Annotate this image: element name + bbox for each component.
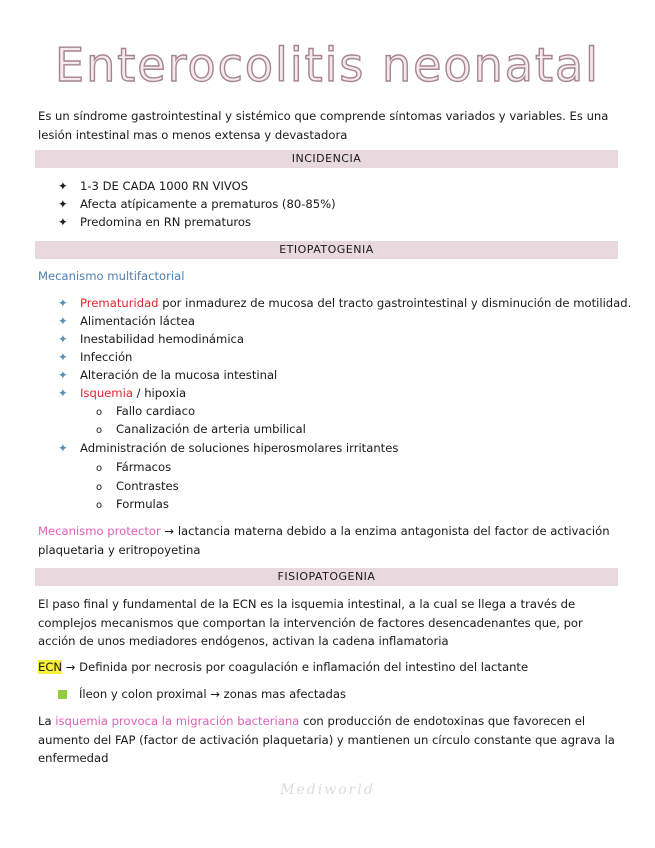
star-bullet-icon: ✦ bbox=[58, 296, 68, 310]
list-item: ✦ Alimentación láctea bbox=[58, 314, 196, 328]
sub-list-item: o Canalización de arteria umbilical bbox=[96, 420, 306, 440]
section-header-etiopatogenia: ETIOPATOGENIA bbox=[35, 241, 618, 259]
star-bullet-icon: ✦ bbox=[58, 332, 68, 346]
watermark: Mediworld bbox=[280, 782, 375, 798]
circle-bullet-icon: o bbox=[96, 482, 103, 493]
list-item: ✦ Afecta atípicamente a prematuros (80-85%) bbox=[58, 197, 336, 211]
star-bullet-icon: ✦ bbox=[58, 350, 68, 364]
star-bullet-icon: ✦ bbox=[58, 179, 68, 193]
sub-list-item: o Formulas bbox=[96, 495, 169, 515]
subheading-mecanismo: Mecanismo multifactorial bbox=[38, 269, 185, 283]
star-bullet-icon: ✦ bbox=[58, 386, 68, 400]
sub-list-item: o Fármacos bbox=[96, 458, 171, 478]
list-item: ✦ Administración de soluciones hiperosmolares irritantes bbox=[58, 441, 399, 455]
square-bullet-icon bbox=[58, 690, 67, 699]
star-bullet-icon: ✦ bbox=[58, 441, 68, 455]
list-item: ✦ Prematuridad por inmadurez de mucosa del tracto gastrointestinal y disminución de motilidad. bbox=[58, 296, 632, 310]
list-item: ✦ Infección bbox=[58, 350, 133, 364]
list-item: Íleon y colon proximal → zonas mas afectadas bbox=[58, 685, 346, 703]
list-item: ✦ Isquemia / hipoxia bbox=[58, 386, 187, 400]
star-bullet-icon: ✦ bbox=[58, 197, 68, 211]
circle-bullet-icon: o bbox=[96, 407, 103, 418]
final-paragraph: La isquemia provoca la migración bacteriana con producción de endotoxinas que favorecen el aumento del FAP (factor de activación plaquetaria) y mantienen un círculo constante que agrava la enfermedad bbox=[38, 714, 615, 765]
section-header-incidencia: INCIDENCIA bbox=[35, 150, 618, 168]
circle-bullet-icon: o bbox=[96, 500, 103, 511]
star-bullet-icon: ✦ bbox=[58, 314, 68, 328]
list-item: ✦ Predomina en RN prematuros bbox=[58, 215, 252, 229]
section-header-fisiopatogenia: FISIOPATOGENIA bbox=[35, 568, 618, 586]
sub-list-item: o Fallo cardiaco bbox=[96, 402, 195, 422]
list-item: ✦ Alteración de la mucosa intestinal bbox=[58, 368, 278, 382]
fisiopatogenia-paragraph: El paso final y fundamental de la ECN es la isquemia intestinal, a la cual se llega a través de complejos mecanismos que comportan la intervención de factores desencadenantes que, por acción de unos mediadores endógenos, activan la cadena inflamatoria bbox=[38, 597, 583, 648]
list-item: ✦ Inestabilidad hemodinámica bbox=[58, 332, 245, 346]
circle-bullet-icon: o bbox=[96, 463, 103, 474]
ecn-definition: ECN → Definida por necrosis por coagulación e inflamación del intestino del lactante bbox=[38, 660, 529, 674]
circle-bullet-icon: o bbox=[96, 425, 103, 436]
star-bullet-icon: ✦ bbox=[58, 368, 68, 382]
star-bullet-icon: ✦ bbox=[58, 215, 68, 229]
intro-paragraph: Es un síndrome gastrointestinal y sistémico que comprende síntomas variados y variables. Es una lesión intestinal mas o menos extensa y devastadora bbox=[38, 109, 609, 142]
protector-paragraph: Mecanismo protector → lactancia materna debido a la enzima antagonista del factor de activación plaquetaria y eritropoyetina bbox=[38, 524, 610, 557]
list-item: ✦ 1-3 DE CADA 1000 RN VIVOS bbox=[58, 179, 249, 193]
sub-list-item: o Contrastes bbox=[96, 477, 179, 497]
page-title: Enterocolitis neonatal bbox=[55, 38, 600, 92]
